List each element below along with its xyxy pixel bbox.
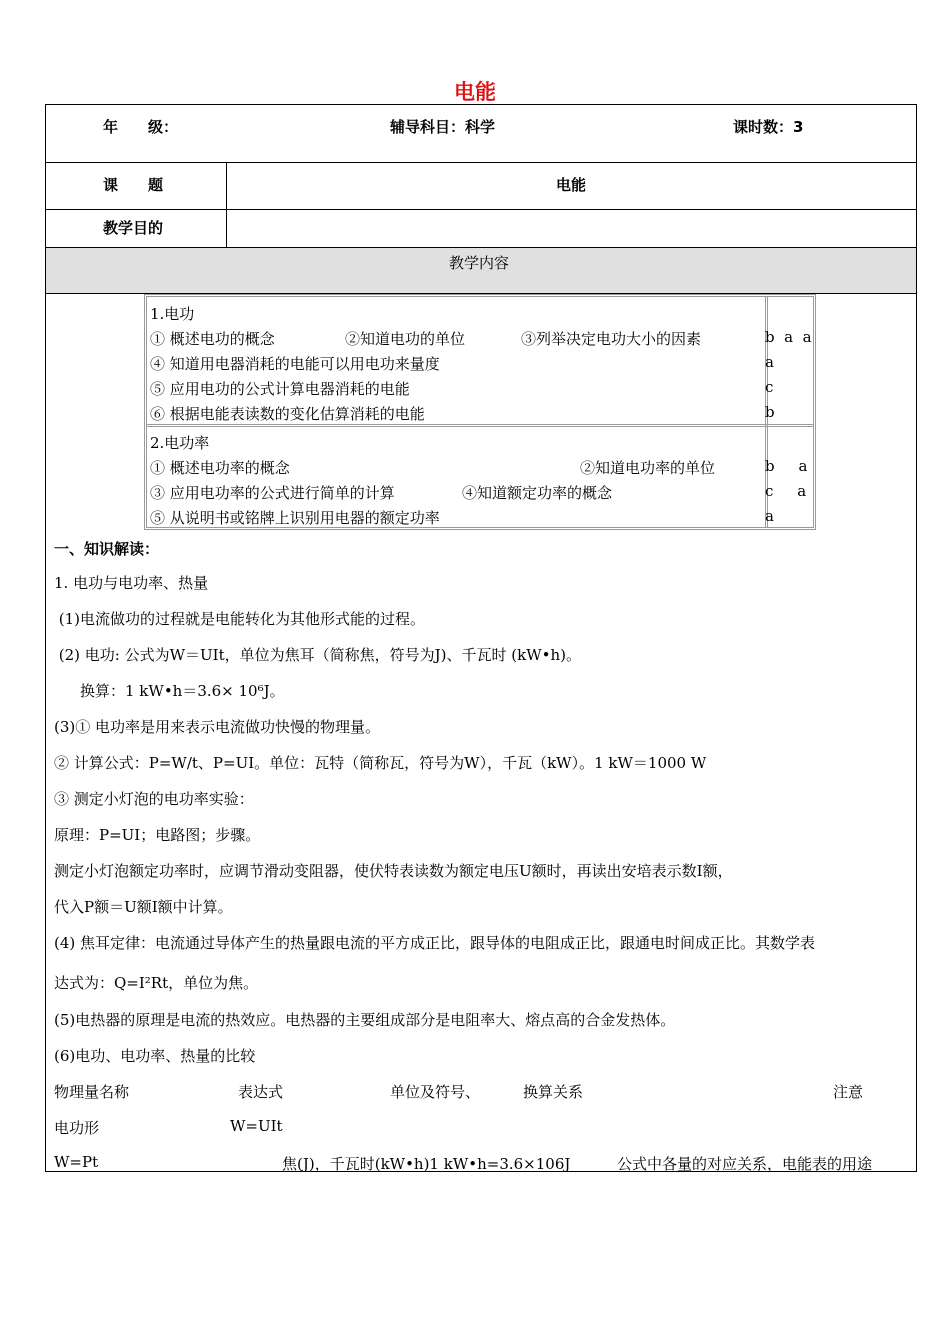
objective-level: b a	[765, 457, 808, 475]
hours-label: 课时数：3	[733, 118, 804, 136]
objective-level: b a a	[765, 328, 812, 346]
body-paragraph: 达式为：Q=I²Rt，单位为焦。	[54, 974, 259, 992]
objective-item: ④知道额定功率的概念	[462, 484, 613, 502]
comparison-header: 换算关系	[523, 1083, 584, 1101]
comparison-cell: 公式中各量的对应关系，电能表的用途	[617, 1155, 873, 1173]
comparison-header: 注意	[833, 1083, 864, 1101]
body-paragraph: (1)电流做功的过程就是电能转化为其他形式能的过程。	[54, 610, 426, 628]
objective-section-title: 2.电功率	[150, 434, 210, 452]
document-title: 电能	[454, 80, 496, 104]
objective-level: c a	[765, 482, 807, 500]
objective-item: ⑥ 根据电能表读数的变化估算消耗的电能	[150, 405, 425, 423]
objective-item: ① 概述电功的概念	[150, 330, 275, 348]
objective-item: ③ 应用电功率的公式进行简单的计算	[150, 484, 395, 502]
body-paragraph: (6)电功、电功率、热量的比较	[54, 1047, 256, 1065]
body-paragraph: 1. 电功与电功率、热量	[54, 574, 209, 592]
topic-label: 课 题	[103, 176, 164, 194]
objectives-table	[144, 294, 816, 530]
body-paragraph: (2) 电功: 公式为W＝UIt，单位为焦耳（简称焦，符号为J)、千瓦时 (kW•h)。	[54, 646, 581, 664]
comparison-cell: 电功形	[54, 1119, 100, 1137]
objective-level: c	[765, 378, 774, 396]
objective-item: ① 概述电功率的概念	[150, 459, 290, 477]
body-paragraph: ② 计算公式：P=W/t、P=UI。单位：瓦特（简称瓦，符号为W），千瓦（kW）。1 kW＝1000 W	[54, 754, 707, 772]
comparison-header: 物理量名称	[54, 1083, 130, 1101]
body-paragraph: (4) 焦耳定律：电流通过导体产生的热量跟电流的平方成正比，跟导体的电阻成正比，跟通电时间成正比。其数学表	[54, 934, 816, 952]
content-label: 教学内容	[449, 254, 510, 272]
body-paragraph: 原理：P=UI；电路图；步骤。	[54, 826, 261, 844]
objectives-divider	[147, 424, 813, 427]
section-heading: 一、知识解读：	[54, 540, 160, 558]
objective-level: a	[765, 507, 774, 525]
objective-item: ⑤ 应用电功的公式计算电器消耗的电能	[150, 380, 410, 398]
objective-item: ③列举决定电功大小的因素	[521, 330, 702, 348]
table-divider	[45, 209, 917, 210]
topic-value: 电能	[556, 176, 587, 194]
comparison-header: 单位及符号、	[390, 1083, 481, 1101]
objective-level: b	[765, 403, 775, 421]
objective-item: ②知道电功的单位	[345, 330, 466, 348]
objective-item: ②知道电功率的单位	[580, 459, 716, 477]
body-paragraph: (3)① 电功率是用来表示电流做功快慢的物理量。	[54, 718, 381, 736]
objective-item: ⑤ 从说明书或铭牌上识别用电器的额定功率	[150, 509, 440, 527]
table-column-divider	[226, 162, 227, 247]
objective-section-title: 1.电功	[150, 305, 195, 323]
body-paragraph: 代入P额＝U额I额中计算。	[54, 898, 233, 916]
subject-label: 辅导科目：科学	[390, 118, 496, 136]
goal-label: 教学目的	[103, 219, 164, 237]
comparison-cell: W=Pt	[54, 1153, 99, 1171]
comparison-cell: W=UIt	[230, 1117, 283, 1135]
comparison-header: 表达式	[238, 1083, 284, 1101]
body-paragraph: (5)电热器的原理是电流的热效应。电热器的主要组成部分是电阻率大、熔点高的合金发热体。	[54, 1011, 676, 1029]
body-paragraph: 换算：1 kW•h＝3.6× 10⁶J。	[80, 682, 285, 700]
objective-level: a	[765, 353, 774, 371]
table-divider	[45, 162, 917, 163]
grade-label: 年 级：	[103, 118, 179, 136]
body-paragraph: ③ 测定小灯泡的电功率实验：	[54, 790, 254, 808]
comparison-cell: 焦(J)，千瓦时(kW•h)1 kW•h=3.6×106J	[282, 1155, 571, 1173]
body-paragraph: 测定小灯泡额定功率时，应调节滑动变阻器，使伏特表读数为额定电压U额时，再读出安培表示数I额，	[54, 862, 733, 880]
objective-item: ④ 知道用电器消耗的电能可以用电功来量度	[150, 355, 440, 373]
